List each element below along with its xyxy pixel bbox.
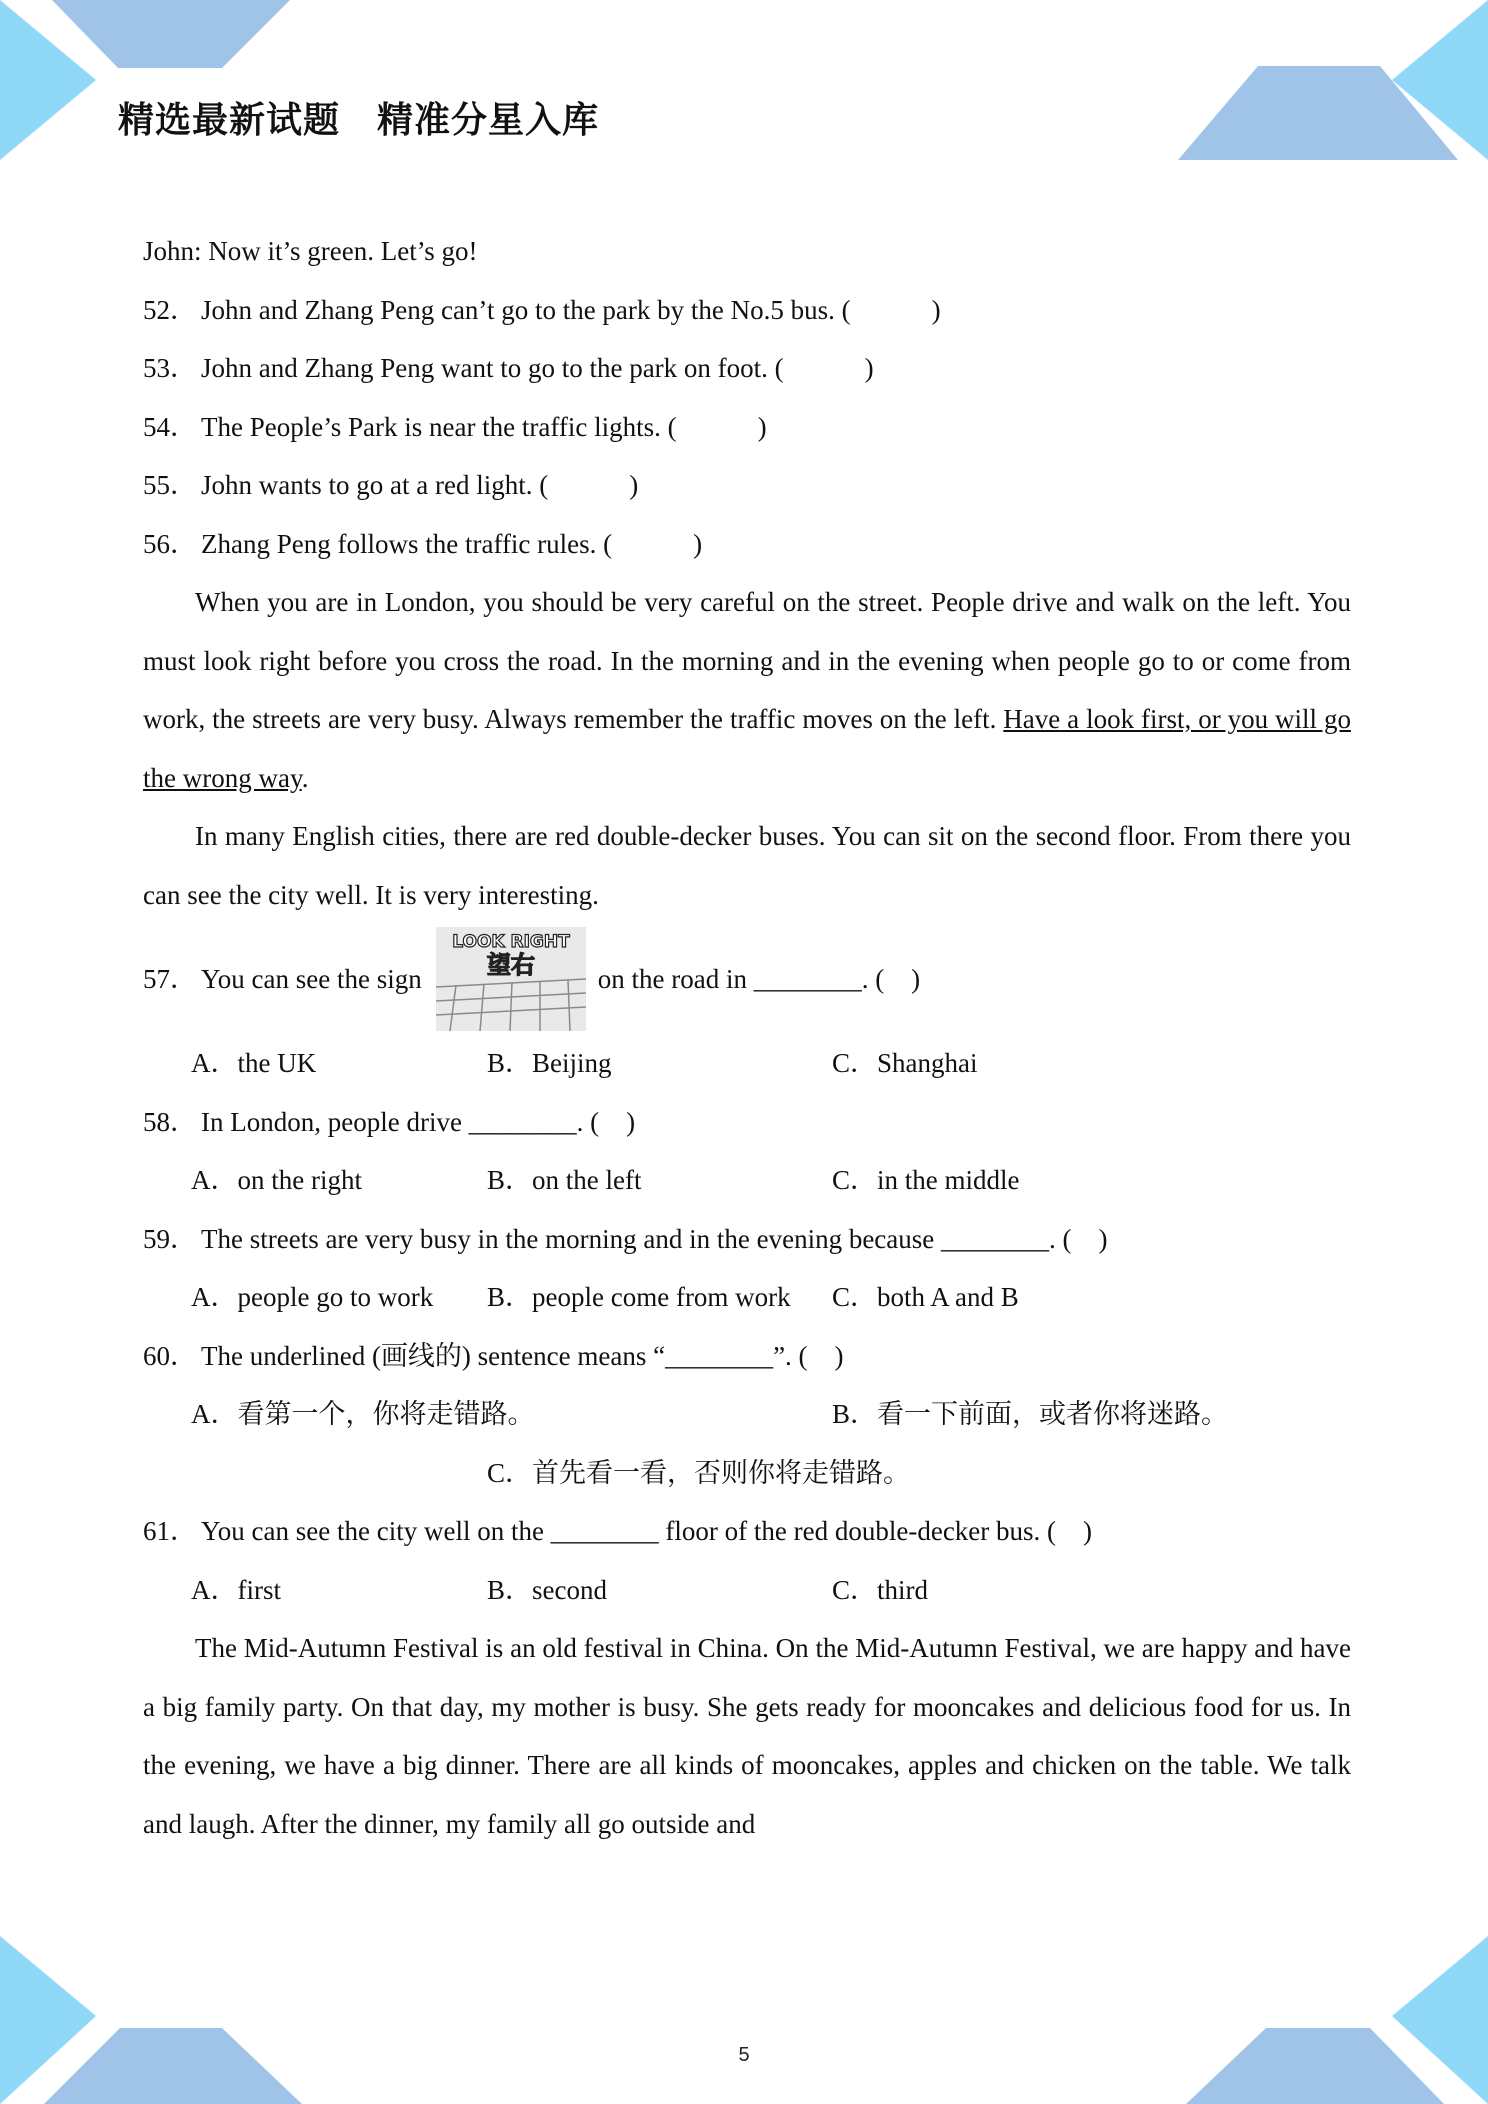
option-c: C．both A and B	[832, 1282, 1019, 1312]
options-59	[143, 1268, 1351, 1327]
question-55	[143, 456, 1351, 515]
question-57	[143, 924, 1351, 1034]
question-text: The underlined (画线的) sentence means “________”. ( )	[201, 1340, 844, 1371]
question-58	[143, 1093, 1351, 1152]
option-b: B．on the left	[487, 1165, 642, 1195]
options-57	[143, 1034, 1351, 1093]
question-text: John and Zhang Peng can’t go to the park by the No.5 bus. ( )	[201, 294, 941, 325]
question-52	[143, 281, 1351, 340]
option-b: B．Beijing	[487, 1048, 612, 1078]
question-text: Zhang Peng follows the traffic rules. ( )	[201, 528, 703, 559]
top-left-trapezoid	[52, 0, 290, 68]
question-text: The People’s Park is near the traffic lights. ( )	[201, 411, 767, 442]
document-body	[143, 222, 1351, 1853]
question-54	[143, 398, 1351, 457]
question-text-before: You can see the sign	[201, 963, 422, 994]
question-text: In London, people drive ________. ( )	[201, 1106, 636, 1137]
question-text: John and Zhang Peng want to go to the park on foot. ( )	[201, 353, 874, 383]
dialog-line: John: Now it’s green. Let’s go!	[143, 236, 478, 266]
options-60-row2	[143, 1444, 1351, 1503]
question-number: 53．	[143, 353, 197, 383]
option-c: C．首先看一看，否则你将走错路。	[487, 1457, 911, 1488]
question-text: The streets are very busy in the morning and in the evening because ________. ( )	[201, 1223, 1108, 1254]
option-a: A．the UK	[191, 1048, 317, 1078]
question-number: 56．	[143, 528, 197, 559]
question-number: 54．	[143, 411, 197, 442]
header-title: 精选最新试题 精准分星入库	[118, 100, 600, 141]
question-56	[143, 515, 1351, 574]
sign-text-en: LOOK RIGHT	[452, 932, 570, 952]
option-c: C．third	[832, 1574, 929, 1605]
question-number: 57．	[143, 963, 197, 994]
option-c: C．in the middle	[832, 1165, 1020, 1195]
question-number: 61．	[143, 1516, 197, 1546]
question-number: 60．	[143, 1340, 197, 1371]
passage-paragraph: In many English cities, there are red double-decker buses. You can sit on the second floor. From there you can see the city well. It is very interesting.	[143, 821, 1351, 910]
options-58	[143, 1151, 1351, 1210]
options-60-row1	[143, 1385, 1351, 1444]
question-number: 58．	[143, 1106, 197, 1137]
question-number: 55．	[143, 470, 197, 500]
option-b: B．people come from work	[487, 1282, 791, 1312]
option-a: A．first	[191, 1574, 281, 1605]
question-number: 52．	[143, 294, 197, 325]
sign-text-zh: 望右	[486, 951, 535, 979]
option-a: A．on the right	[191, 1165, 362, 1195]
question-text-after: on the road in ________. ( )	[597, 963, 921, 994]
passage-text-end: .	[301, 762, 309, 793]
question-text: John wants to go at a red light. ( )	[201, 470, 639, 500]
question-text: You can see the city well on the ________ floor of the red double-decker bus. ( )	[201, 1516, 1093, 1546]
options-61	[143, 1561, 1351, 1620]
underlined-sentence: Have a look first, or you will go the wrong way	[143, 704, 1351, 793]
look-right-sign-image	[436, 927, 586, 1031]
option-a: A．看第一个，你将走错路。	[191, 1399, 535, 1429]
passage-text: When you are in London, you should be very careful on the street. People drive and walk on the left. You must look right before you cross the road. In the morning and in the evening when people go to or come from work, the streets are very busy. Always remember the traffic moves on the left.	[143, 587, 1351, 734]
question-60	[143, 1327, 1351, 1386]
option-c: C．Shanghai	[832, 1048, 978, 1078]
question-53	[143, 339, 1351, 398]
question-61	[143, 1502, 1351, 1561]
question-59	[143, 1210, 1351, 1269]
passage-paragraph	[143, 573, 1351, 807]
option-a: A．people go to work	[191, 1282, 434, 1312]
page-number: 5	[738, 2044, 750, 2066]
question-number: 59．	[143, 1223, 197, 1254]
option-b: B．看一下前面，或者你将迷路。	[832, 1399, 1229, 1429]
option-b: B．second	[487, 1574, 607, 1605]
passage-paragraph: The Mid-Autumn Festival is an old festival in China. On the Mid-Autumn Festival, we are happy and have a big family party. On that day, my mother is busy. She gets ready for mooncakes and delicious food for us. In the evening, we have a big dinner. There are all kinds of mooncakes, apples and chicken on the table. We talk and laugh. After the dinner, my family all go outside and	[143, 1633, 1351, 1839]
